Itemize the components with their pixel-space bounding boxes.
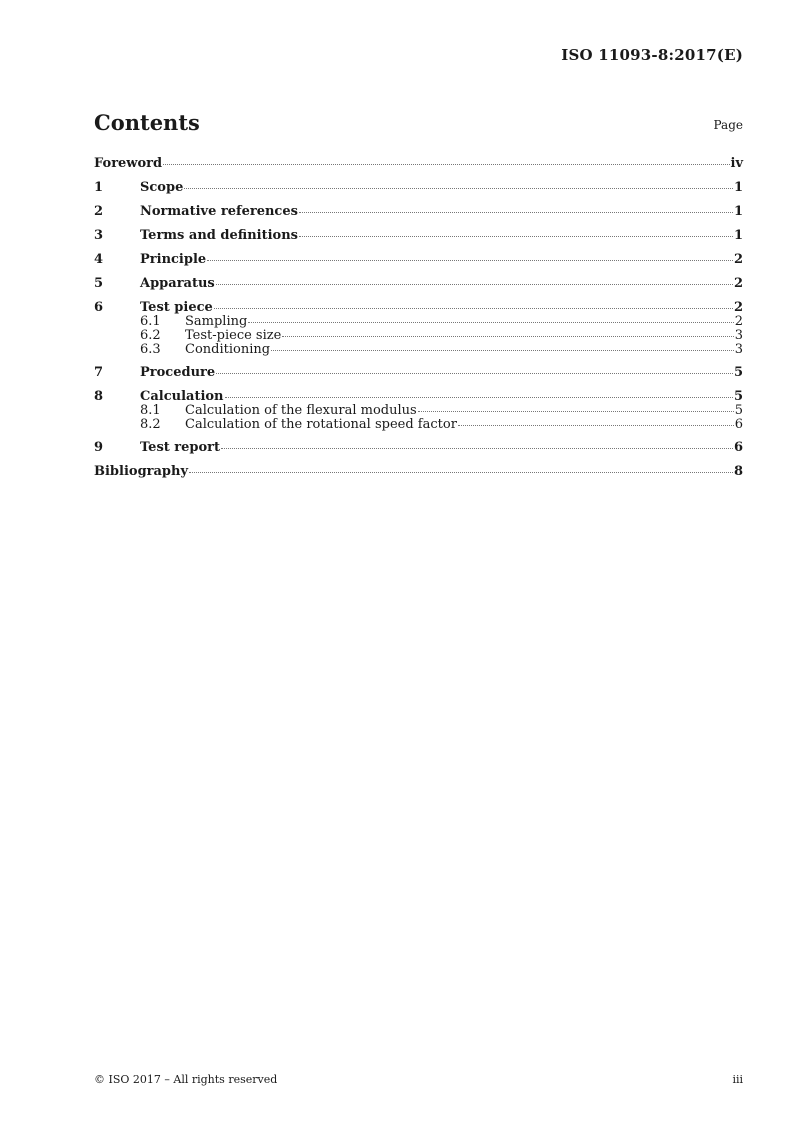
copyright-notice: © ISO 2017 – All rights reserved (94, 1073, 278, 1086)
toc-label: Calculation (140, 389, 224, 404)
toc-page: 1 (733, 228, 743, 243)
toc-number: 8.1 (140, 403, 161, 418)
toc-label: Principle (140, 252, 207, 267)
toc-page: 5 (734, 403, 743, 418)
toc-label: Bibliography (94, 464, 189, 479)
toc-page: 6 (733, 440, 743, 455)
page-footer (94, 1073, 743, 1086)
toc-subentry-test-piece-size[interactable] (94, 329, 743, 342)
dot-leader (271, 350, 734, 351)
toc-page: 8 (733, 464, 743, 479)
dot-leader (458, 425, 734, 426)
toc-subentry-flexural-modulus[interactable] (94, 404, 743, 417)
dot-leader (207, 260, 733, 261)
dot-leader (216, 373, 733, 374)
dot-leader (214, 308, 733, 309)
toc-entry-principle[interactable] (94, 252, 743, 267)
toc-label: Sampling (185, 314, 248, 329)
dot-leader (184, 188, 733, 189)
dot-leader (299, 236, 733, 237)
toc-entry-test-piece[interactable] (94, 300, 743, 315)
toc-entry-bibliography[interactable] (94, 464, 743, 479)
toc-number: 9 (94, 440, 104, 455)
toc-label: Procedure (140, 365, 216, 380)
toc-number: 8 (94, 389, 104, 404)
toc-page: 1 (733, 204, 743, 219)
toc-number: 6.3 (140, 342, 161, 357)
toc-label: Scope (140, 180, 184, 195)
toc-label: Conditioning (185, 342, 271, 357)
toc-page: 5 (733, 389, 743, 404)
toc-subentry-rotational-speed-factor[interactable] (94, 418, 743, 431)
dot-leader (216, 284, 733, 285)
toc-number: 1 (94, 180, 104, 195)
toc-page: 3 (734, 342, 743, 357)
toc-entry-test-report[interactable] (94, 440, 743, 455)
toc-number: 5 (94, 276, 104, 291)
toc-page: 2 (733, 252, 743, 267)
toc-label: Test piece (140, 300, 213, 315)
toc-label: Calculation of the flexural modulus (185, 403, 417, 418)
toc-number: 7 (94, 365, 104, 380)
toc-entry-procedure[interactable] (94, 365, 743, 380)
toc-entry-scope[interactable] (94, 180, 743, 195)
table-of-contents (94, 156, 743, 488)
dot-leader (163, 164, 729, 165)
toc-page: 1 (733, 180, 743, 195)
toc-label: Test-piece size (185, 328, 282, 343)
toc-entry-apparatus[interactable] (94, 276, 743, 291)
dot-leader (418, 411, 734, 412)
dot-leader (299, 212, 733, 213)
toc-label: Normative references (140, 204, 298, 219)
contents-heading-row (94, 110, 743, 135)
dot-leader (248, 322, 733, 323)
dot-leader (225, 397, 733, 398)
toc-page: 2 (733, 300, 743, 315)
toc-number: 6.1 (140, 314, 161, 329)
page-number: iii (732, 1073, 743, 1086)
toc-number: 6 (94, 300, 104, 315)
toc-page: 3 (734, 328, 743, 343)
page-title: Contents (94, 110, 200, 135)
toc-entry-foreword[interactable] (94, 156, 743, 171)
toc-entry-terms-and-definitions[interactable] (94, 228, 743, 243)
page-column-label: Page (713, 118, 743, 132)
toc-label: Apparatus (140, 276, 215, 291)
dot-leader (282, 336, 733, 337)
toc-entry-normative-references[interactable] (94, 204, 743, 219)
dot-leader (221, 448, 733, 449)
toc-page: iv (730, 156, 743, 171)
group-spacer (94, 432, 743, 440)
toc-page: 6 (734, 417, 743, 432)
toc-number: 8.2 (140, 417, 161, 432)
dot-leader (189, 472, 733, 473)
toc-number: 4 (94, 252, 104, 267)
toc-subentry-conditioning[interactable] (94, 343, 743, 356)
document-id: ISO 11093-8:2017(E) (561, 46, 743, 64)
toc-number: 6.2 (140, 328, 161, 343)
toc-label: Test report (140, 440, 221, 455)
toc-number: 3 (94, 228, 104, 243)
toc-page: 2 (733, 276, 743, 291)
toc-number: 2 (94, 204, 104, 219)
toc-entry-calculation[interactable] (94, 389, 743, 404)
toc-label: Calculation of the rotational speed factor (185, 417, 457, 432)
toc-subentry-sampling[interactable] (94, 315, 743, 328)
toc-label: Terms and definitions (140, 228, 298, 243)
toc-label: Foreword (94, 156, 163, 171)
toc-page: 5 (733, 365, 743, 380)
toc-page: 2 (734, 314, 743, 329)
group-spacer (94, 357, 743, 365)
